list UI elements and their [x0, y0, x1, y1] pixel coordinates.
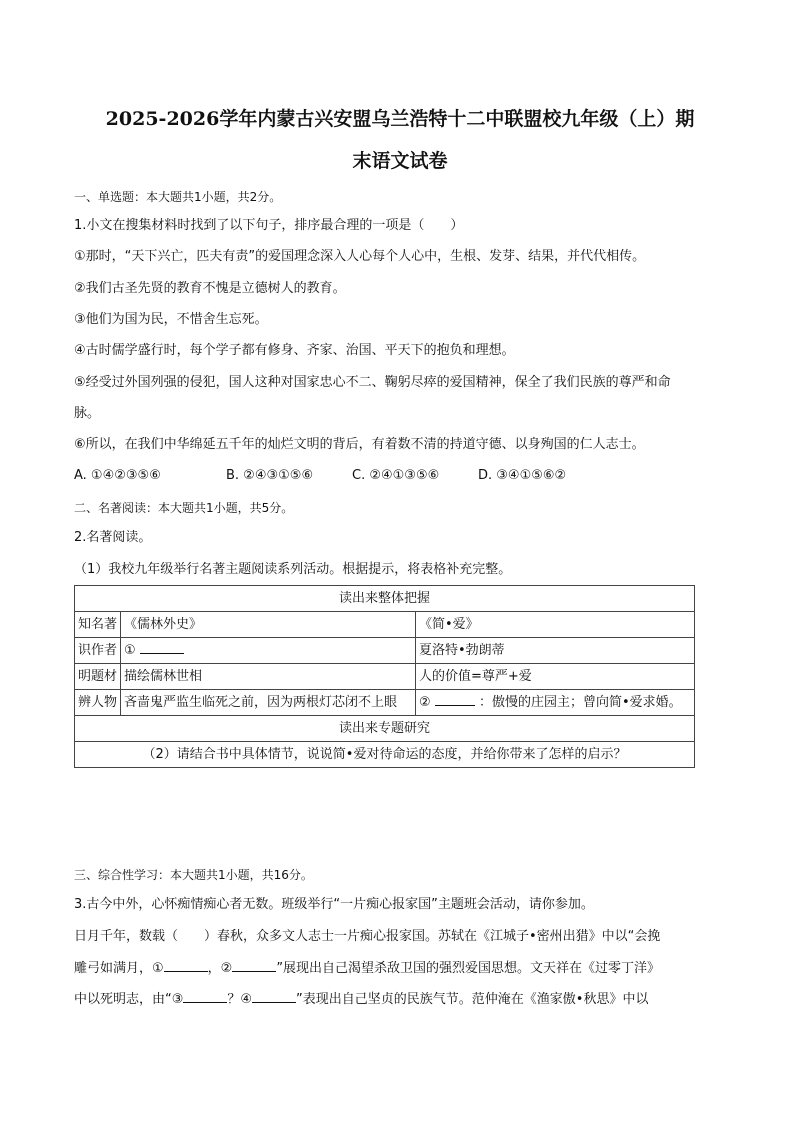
sentence-item: ③他们为国为民，不惜舍生忘死。 — [74, 312, 268, 327]
passage-text: ”展现出自己渴望杀敌卫国的强烈爱国思想。文天祥在《过零丁洋》 — [276, 961, 661, 976]
section2-header: 二、名著阅读：本大题共1小题，共5分。 — [74, 501, 294, 515]
row-label: 辨人物 — [75, 690, 121, 716]
document-title-line2: 末语文试卷 — [352, 150, 448, 172]
option-b[interactable]: B. ②④③①⑤⑥ — [226, 468, 314, 483]
fill-blank-2[interactable] — [435, 693, 475, 706]
section1-header: 一、单选题：本大题共1小题，共2分。 — [74, 190, 282, 204]
blank-number: ② — [419, 695, 431, 710]
fill-blank-3-4[interactable] — [252, 990, 296, 1003]
passage-text: 中以死明志，由“③ — [74, 992, 184, 1007]
option-d[interactable]: D. ③④①⑤⑥② — [478, 468, 567, 483]
passage-text: ？④ — [227, 992, 253, 1007]
passage-line: 日月千年，数载（ ）春秋，众多文人志士一片痴心报家国。苏轼在《江城子•密州出猎》中以“会挽 — [74, 929, 661, 944]
fill-blank-3-2[interactable] — [232, 959, 276, 972]
question3-stem: 3.古今中外，心怀痴情痴心者无数。班级举行“一片痴心报家国”主题班会活动，请你参加。 — [74, 897, 594, 912]
sentence-item: ⑤经受过外国列强的侵犯，国人这种对国家忠心不二、鞠躬尽瘁的爱国精神，保全了我们民族的尊严和命 — [74, 375, 671, 390]
cell-book-b: 《简•爱》 — [416, 612, 695, 638]
table-row — [75, 612, 695, 638]
sentence-item: ④古时儒学盛行时，每个学子都有修身、齐家、治国、平天下的抱负和理想。 — [74, 343, 515, 358]
option-a[interactable]: A. ①④②③⑤⑥ — [74, 468, 161, 483]
cell-author-b: 夏洛特•勃朗蒂 — [416, 638, 695, 664]
question2-stem: 2.名著阅读。 — [74, 530, 152, 545]
passage-line — [74, 959, 660, 978]
table-row — [75, 664, 695, 690]
answer-options — [74, 467, 566, 485]
table-top-header: 读出来整体把握 — [75, 586, 695, 612]
cell-character-b — [416, 690, 695, 716]
table-row — [75, 690, 695, 716]
passage-text: ，② — [207, 961, 233, 976]
table-bottom-header: 读出来专题研究 — [75, 716, 695, 742]
table-row — [75, 638, 695, 664]
document-title-line1: 2025-2026学年内蒙古兴安盟乌兰浩特十二中联盟校九年级（上）期 — [105, 108, 695, 130]
row-label: 识作者 — [75, 638, 121, 664]
passage-line — [74, 990, 648, 1009]
cell-book-a: 《儒林外史》 — [121, 612, 416, 638]
character-description: ：傲慢的庄园主；曾向简•爱求婚。 — [478, 695, 682, 710]
passage-text: 雕弓如满月，① — [74, 961, 164, 976]
question2-sub1: （1）我校九年级举行名著主题阅读系列活动。根据提示，将表格补充完整。 — [74, 562, 512, 577]
passage-text: ”表现出自己坚贞的民族气节。范仲淹在《渔家傲•秋思》中以 — [296, 992, 649, 1007]
question1-stem: 1.小文在搜集材料时找到了以下句子，排序最合理的一项是（ ） — [74, 218, 464, 233]
reading-table — [74, 585, 695, 768]
row-label: 知名著 — [75, 612, 121, 638]
fill-blank-1[interactable] — [140, 641, 184, 654]
cell-theme-b: 人的价值=尊严+爱 — [416, 664, 695, 690]
fill-blank-3-1[interactable] — [164, 959, 208, 972]
sentence-item: ⑥所以，在我们中华绵延五千年的灿烂文明的背后，有着数不清的持道守德、以身殉国的仁人志士。 — [74, 437, 645, 452]
sentence-item: ①那时，“天下兴亡，匹夫有责”的爱国理念深入人心每个人心中，生根、发芽、结果，并代代相传。 — [74, 249, 646, 264]
question2-sub2: （2）请结合书中具体情节，说说简•爱对待命运的态度，并给你带来了怎样的启示？ — [75, 742, 695, 768]
row-label: 明题材 — [75, 664, 121, 690]
sentence-item-continuation: 脉。 — [74, 406, 101, 421]
option-c[interactable]: C. ②④①③⑤⑥ — [352, 468, 440, 483]
cell-theme-a: 描绘儒林世相 — [121, 664, 416, 690]
fill-blank-3-3[interactable] — [183, 990, 227, 1003]
blank-number: ① — [124, 643, 136, 658]
cell-author-blank — [121, 638, 416, 664]
section3-header: 三、综合性学习：本大题共1小题，共16分。 — [74, 868, 313, 882]
cell-character-a: 吝啬鬼严监生临死之前，因为两根灯芯闭不上眼 — [121, 690, 416, 716]
sentence-item: ②我们古圣先贤的教育不愧是立德树人的教育。 — [74, 281, 346, 296]
